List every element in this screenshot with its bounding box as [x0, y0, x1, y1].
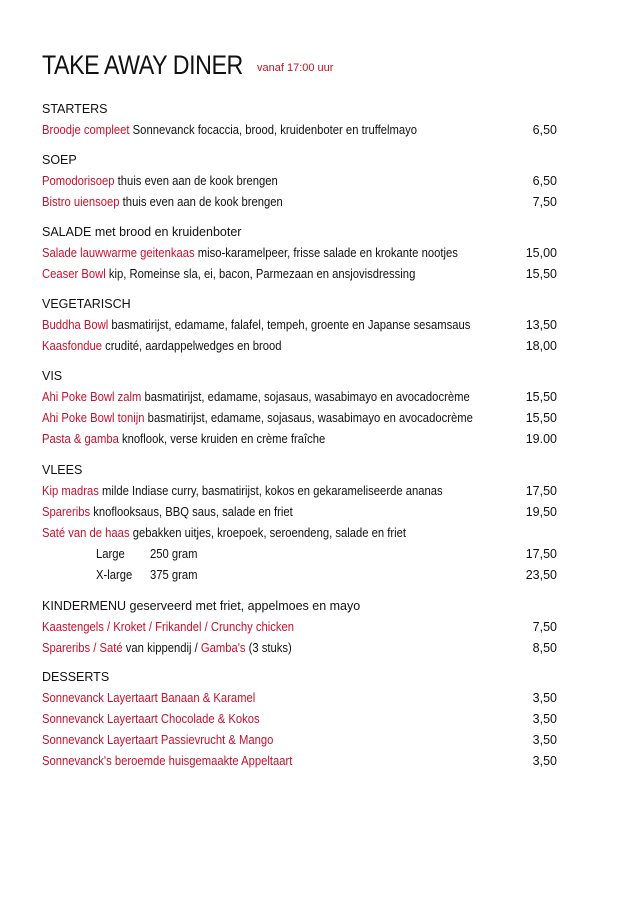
- section-vegetarisch: [42, 294, 557, 357]
- item-name: Kip madras: [42, 484, 99, 498]
- item-name: Pasta & gamba: [42, 432, 119, 446]
- item-price: 3,50: [532, 754, 557, 768]
- item-price: 6,50: [532, 174, 557, 188]
- item-price: 17,50: [525, 484, 557, 498]
- item-name: Kaasfondue: [42, 339, 103, 353]
- menu-item: [42, 171, 557, 192]
- item-description: knoflooksaus, BBQ saus, salade en friet: [90, 505, 293, 519]
- item-name: Salade lauwwarme geitenkaas: [42, 246, 195, 260]
- item-name: Bistro uiensoep: [42, 195, 120, 209]
- menu-item: [42, 243, 557, 264]
- item-price: 3,50: [532, 712, 557, 726]
- item-description: gebakken uitjes, kroepoek, seroendeng, salade en friet: [129, 526, 407, 540]
- item-description: knoflook, verse kruiden en crème fraîche: [118, 432, 326, 446]
- size-label: Large: [96, 547, 125, 561]
- section-note: geserveerd met friet, appelmoes en mayo: [126, 599, 361, 613]
- menu-title: TAKE AWAY DINER: [42, 50, 243, 80]
- item-description: van kippendij /: [122, 641, 201, 655]
- item-name: Spareribs: [42, 505, 91, 519]
- section-header: VEGETARISCH: [42, 297, 131, 311]
- item-description: basmatirijst, edamame, sojasaus, wasabimayo en avocadocrème: [144, 411, 473, 425]
- size-label: X-large: [96, 568, 133, 582]
- section-starters: [42, 99, 557, 141]
- item-name: Sonnevanck Layertaart Chocolade & Kokos: [42, 712, 260, 726]
- menu-item: [42, 429, 557, 450]
- item-price: 18,00: [525, 339, 557, 353]
- item-description: Sonnevanck focaccia, brood, kruidenboter en truffelmayo: [129, 123, 418, 137]
- item-price: 15,00: [525, 246, 557, 260]
- item-name: Buddha Bowl: [42, 318, 109, 332]
- item-price: 15,50: [525, 267, 557, 281]
- menu-title-block: [42, 50, 334, 81]
- item-description: basmatirijst, edamame, falafel, tempeh, groente en Japanse sesamsaus: [108, 318, 471, 332]
- menu-item: [42, 192, 557, 213]
- section-vlees: [42, 460, 557, 586]
- section-salade: [42, 222, 557, 285]
- item-description: (3 stuks): [245, 641, 292, 655]
- section-header: SALADE met brood en kruidenboter: [42, 225, 242, 239]
- menu-item: [42, 408, 557, 429]
- section-desserts: [42, 667, 557, 772]
- item-description: kip, Romeinse sla, ei, bacon, Parmezaan en ansjovisdressing: [105, 267, 416, 281]
- item-name: Kaastengels / Kroket / Frikandel / Crunchy chicken: [42, 620, 294, 634]
- item-price: 19,50: [525, 505, 557, 519]
- menu-item: [42, 617, 557, 638]
- menu-item: [42, 502, 557, 523]
- menu-subtitle: vanaf 17:00 uur: [257, 62, 334, 74]
- item-price: 3,50: [532, 733, 557, 747]
- section-note: met brood en kruidenboter: [91, 225, 242, 239]
- item-name: Ceaser Bowl: [42, 267, 106, 281]
- section-header: STARTERS: [42, 102, 108, 116]
- size-weight: 375 gram: [150, 568, 198, 582]
- menu-item: [42, 120, 557, 141]
- section-vis: [42, 366, 557, 450]
- item-price: 7,50: [532, 195, 557, 209]
- item-price: 15,50: [525, 390, 557, 404]
- item-description: miso-karamelpeer, frisse salade en krokante nootjes: [194, 246, 458, 260]
- menu-item: [42, 481, 557, 502]
- item-description: thuis even aan de kook brengen: [114, 174, 278, 188]
- menu-item: [42, 688, 557, 709]
- menu-item: [42, 336, 557, 357]
- menu-item: [42, 730, 557, 751]
- size-option: [42, 544, 557, 565]
- menu-item: [42, 751, 557, 772]
- menu-item: [42, 638, 557, 659]
- size-weight: 250 gram: [150, 547, 198, 561]
- size-option: [42, 565, 557, 586]
- item-price: 17,50: [525, 547, 557, 561]
- section-soep: [42, 150, 557, 213]
- section-header: DESSERTS: [42, 670, 110, 684]
- menu-item: [42, 315, 557, 336]
- menu-item: [42, 709, 557, 730]
- item-price: 13,50: [525, 318, 557, 332]
- item-name: Ahi Poke Bowl tonijn: [42, 411, 145, 425]
- item-name: Sonnevanck Layertaart Banaan & Karamel: [42, 691, 256, 705]
- item-price: 19.00: [525, 432, 557, 446]
- item-name: Broodje compleet: [42, 123, 130, 137]
- item-price: 8,50: [532, 641, 557, 655]
- menu-item: [42, 264, 557, 285]
- menu-item: [42, 387, 557, 408]
- item-name: Gamba's: [200, 641, 246, 655]
- item-name: Sonnevanck Layertaart Passievrucht & Mango: [42, 733, 274, 747]
- item-description: basmatirijst, edamame, sojasaus, wasabimayo en avocadocrème: [141, 390, 470, 404]
- item-description: milde Indiase curry, basmatirijst, kokos en gekarameliseerde ananas: [98, 484, 443, 498]
- section-header: VLEES: [42, 463, 83, 477]
- item-name: Ahi Poke Bowl zalm: [42, 390, 142, 404]
- item-description: crudité, aardappelwedges en brood: [102, 339, 282, 353]
- item-price: 3,50: [532, 691, 557, 705]
- section-header: KINDERMENU geserveerd met friet, appelmoes en mayo: [42, 599, 361, 613]
- item-name: Pomodorisoep: [42, 174, 115, 188]
- item-price: 15,50: [525, 411, 557, 425]
- item-name: Spareribs / Saté: [42, 641, 123, 655]
- menu-item: [42, 523, 557, 544]
- item-description: thuis even aan de kook brengen: [119, 195, 283, 209]
- section-header: VIS: [42, 369, 63, 383]
- section-kindermenu: [42, 596, 557, 659]
- item-price: 7,50: [532, 620, 557, 634]
- item-price: 23,50: [525, 568, 557, 582]
- item-name: Saté van de haas: [42, 526, 130, 540]
- item-price: 6,50: [532, 123, 557, 137]
- section-header: SOEP: [42, 153, 77, 167]
- item-name: Sonnevanck's beroemde huisgemaakte Appeltaart: [42, 754, 293, 768]
